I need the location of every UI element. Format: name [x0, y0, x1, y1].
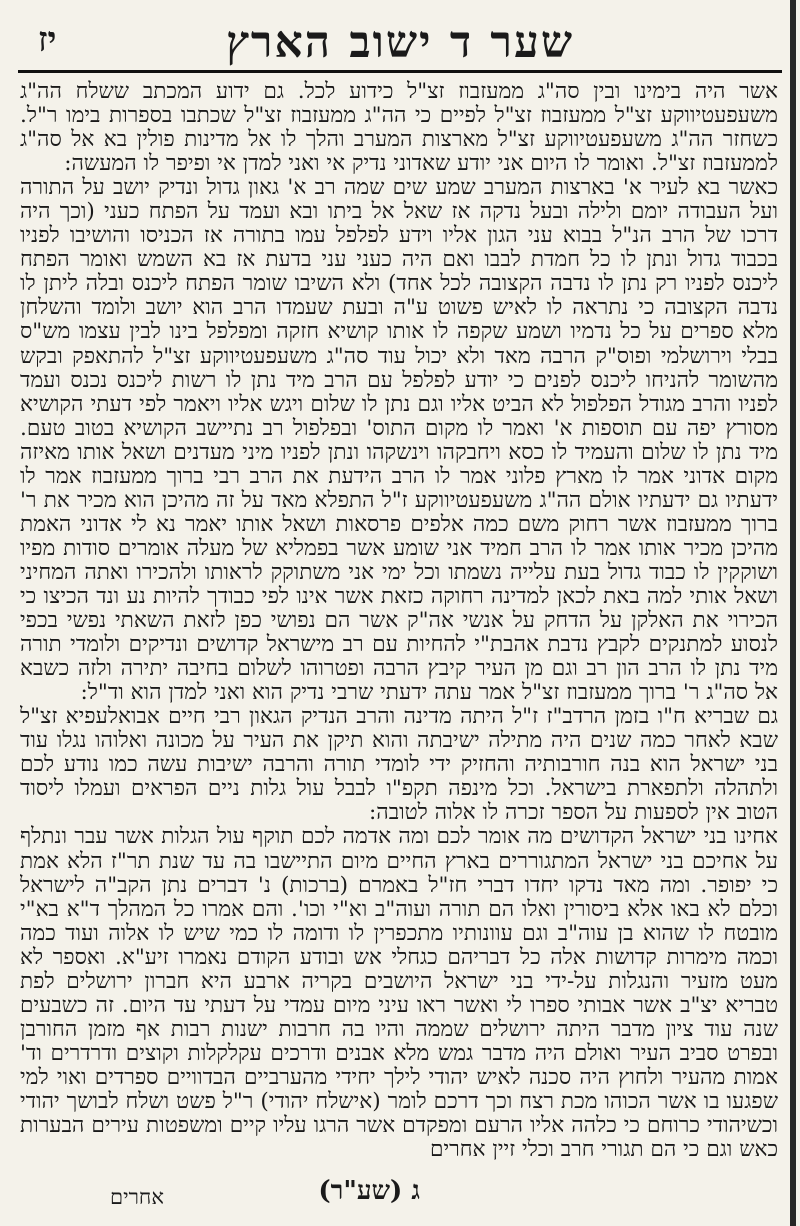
- running-header: [18, 14, 782, 73]
- body-text: [20, 80, 778, 1186]
- page-number: יז: [38, 20, 57, 60]
- catchword: אחרים: [110, 1185, 164, 1209]
- paragraph-1: אשר היה בימינו ובין סה"ג ממעזבוז זצ"ל כידוע לכל. גם ידוע המכתב ששלח הה"ג משעפעטיווקע זצ"ל ממעזבוז זצ"ל לפיים כי הה"ג ממעזבוז זצ"ל שכתבו בספרות בימו ר"ל. כשחזר הה"ג משעפעטיווקע זצ"ל מארצות המערב והלך לו אל מדינות פולין בא אל סה"ג לממעזבוז זצ"ל. ואומר לו היום אני יודע שאדוני נדיק אי ואני למדן אי ופיפר לו המעשה:: [20, 80, 778, 177]
- page-title: שער ד ישוב הארץ: [225, 16, 575, 68]
- paragraph-4: אחינו בני ישראל הקדושים מה אומר לכם ומה אדמה לכם תוקף עול הגלות אשר עבר ונתלף על אחיכם בני ישראל המתגוררים בארץ החיים מיום התיישבו בה עד שנת תר"ז הלא אמת כי יפופר. ומה מאד נדקו יחדו דברי חז"ל באמרם (ברכות) נ' דברים נתן הקב"ה לישראל וכלם לא באו אלא ביסורין ואלו הם תורה ועוה"ב וא"י וכו'. והם אמרו כל המהלך ד"א בא"י מובטח לו שהוא בן עוה"ב וגם עוונותיו מתכפרין לו ודומה לו כמי שיש לו אלוה ועוד כמה וכמה מימרות קדושות אלה כל דבריהם כגחלי אש ובודע הקודם נאמרו זיע"א. ואספר לא מעט מזעיר והנגלות על-ידי בני ישראל היושבים בקריה ארבע היא חברון ירושלים לפת טבריא יצ"ב אשר אבותי ספרו לי ואשר ראו עיני מיום עמדי על דעתי עד היום. זה כשבעים שנה עוד ציון מדבר היתה ירושלים שממה והיו בה חרבות ישנות רבות אף מזמן החורבן ובפרט סביב העיר ואולם היה מדבר גמש מלא אבנים ודרכים עקלקלות וקוצים ודרדרים וד' אמות מהעיר ולחוץ היה סכנה לאיש יהודי לילך יחידי מהערביים הבדוויים ספרדים ואוי למי שפגעו בו אשר הכוהו מכת רצח וכך דרכם לומר (אישלח יהודי) ר"ל פשט ושלח לבושך יהודי וכשיהודי כרוחם כי כלהה אליו הרעם ומפקדם אשר הרגו עליו קיים ומשפטות עירים הבערות כאש וגם כי הם תגורי חרב וכלי זיין אחרים: [20, 824, 778, 1163]
- paragraph-2: כאשר בא לעיר א' בארצות המערב שמע שים שמה רב א' גאון גדול ונדיק יושב על התורה ועל העבודה יומם ולילה ובעל נדקה אז שאל אל ביתו ובא ועמד על הפתח כעני (וכך היה דרכו של הרב הנ"ל בבוא עני הגון אליו וידע לפלפל עמו בתורה אז הכניסו והושיבו לפניו בכבוד גדול ונתן לו כל חמדת לבבו ואם היה כעני עני בדעת אז בא השמש ואומר הפתח ליכנס לפניו רק נתן לו נדבה הקצובה לכל אחד) ולא השיבו שומר הפתח ליכנס ובלה ליתן לו נדבה הקצובה כי נתראה לו לאיש פשוט ע"ה ובעת שעמדו הרב הוא יושב ולומד והשלחן מלא ספרים על כל נדמיו ושמע שקפה לו אותו קושיא חזקה ומפלפל בינו לבין עצמו מש"ס בבלי וירושלמי ופוס"ק הרבה מאד ולא יכול עוד סה"ג משעפעטיווקע זצ"ל להתאפק ובקש מהשומר להניחו ליכנס לפנים כי יודע לפלפל עם הרב מיד נתן לו רשות ליכנס נכנס ועמד לפניו והרב מגודל הפלפול לא הביט אליו וגם נתן לו שלום ויגש אליו ויאמר לפי דעתי הקושיא מסורץ יפה עם תוספות א' ואמר לו מקום התוס' ובפלפול רב נתיישב הקושיא בטוב טעם. מיד נתן לו שלום והעמיד לו כסא ויחבקהו וינשקהו ונתן לפניו מיני מעדנים ושאל אותו מאיזה מקום אדוני אמר לו מארץ פלוני אמר לו הרב הידעת את הרב רבי ברוך ממעזבוז אמר לו ידעתיו גם ידעתיו אולם הה"ג משעפעטיווקע ז"ל התפלא מאד על זה מהיכן הוא מכיר את ר' ברוך ממעזבוז אשר רחוק משם כמה אלפים פרסאות ושאל אותו יאמר נא לי אדוני האמת מהיכן מכיר אותו אמר לו הרב חמיד אני שומע אשר בפמליא של מעלה אומרים סודות מפיו ושוקקין לו כבוד גדול בעת עלייה נשמתו וכל ימי אני משתוקק לראותו ולהכירו ואתה המחיני ושאל אותי למה באת לכאן למדינה רחוקה כזאת אשר אינו לפי כבודך להיות נע ונד הכיצו כי הכירוי את האלקן על הדחק על אנשי אה"ק אשר הם נפושי כפן לזאת השאתי נפשי בכפי לנסוע למתנקים לקבץ נדבת אהבת"י להחיות עם רב מישראל קדושים ונדיקים ולומדי תורה מיד נתן לו הרב הון רב וגם מן העיר קיבץ הרבה ופטרוהו לשלום בחיבה יתירה ולזה כשבא אל סה"ג ר' ברוך ממעזבוז זצ"ל אמר עתה ידעתי שרבי נדיק הוא ואני למדן הוא וד"ל:: [20, 175, 778, 706]
- paragraph-3: גם שבריא ח"ו בזמן הרדב"ז ז"ל היתה מדינה והרב הנדיק הגאון רבי חיים אבואלעפיא זצ"ל שבא לאחר כמה שנים היה מתילה ישיבתה והוא תיקן את העיר על מכונה ואלוהו נגלו עוד בני ישראל הוא בנה חורבותיה והחזיק ידי לומדי תורה והרבה ישיבות עשה כמו נודע לכם ולתהלה ולתפארת בישראל. וכל מינפה תקפ"ו לבבל עול גלות ניים הפראים ועמלו ליסוד הטוב אין לספעות על הספר זכרה לו אלוה לטובה:: [20, 704, 778, 826]
- page-edge-shadow: [790, 0, 796, 1226]
- printer-signature: ג (שע"ר): [318, 1176, 420, 1206]
